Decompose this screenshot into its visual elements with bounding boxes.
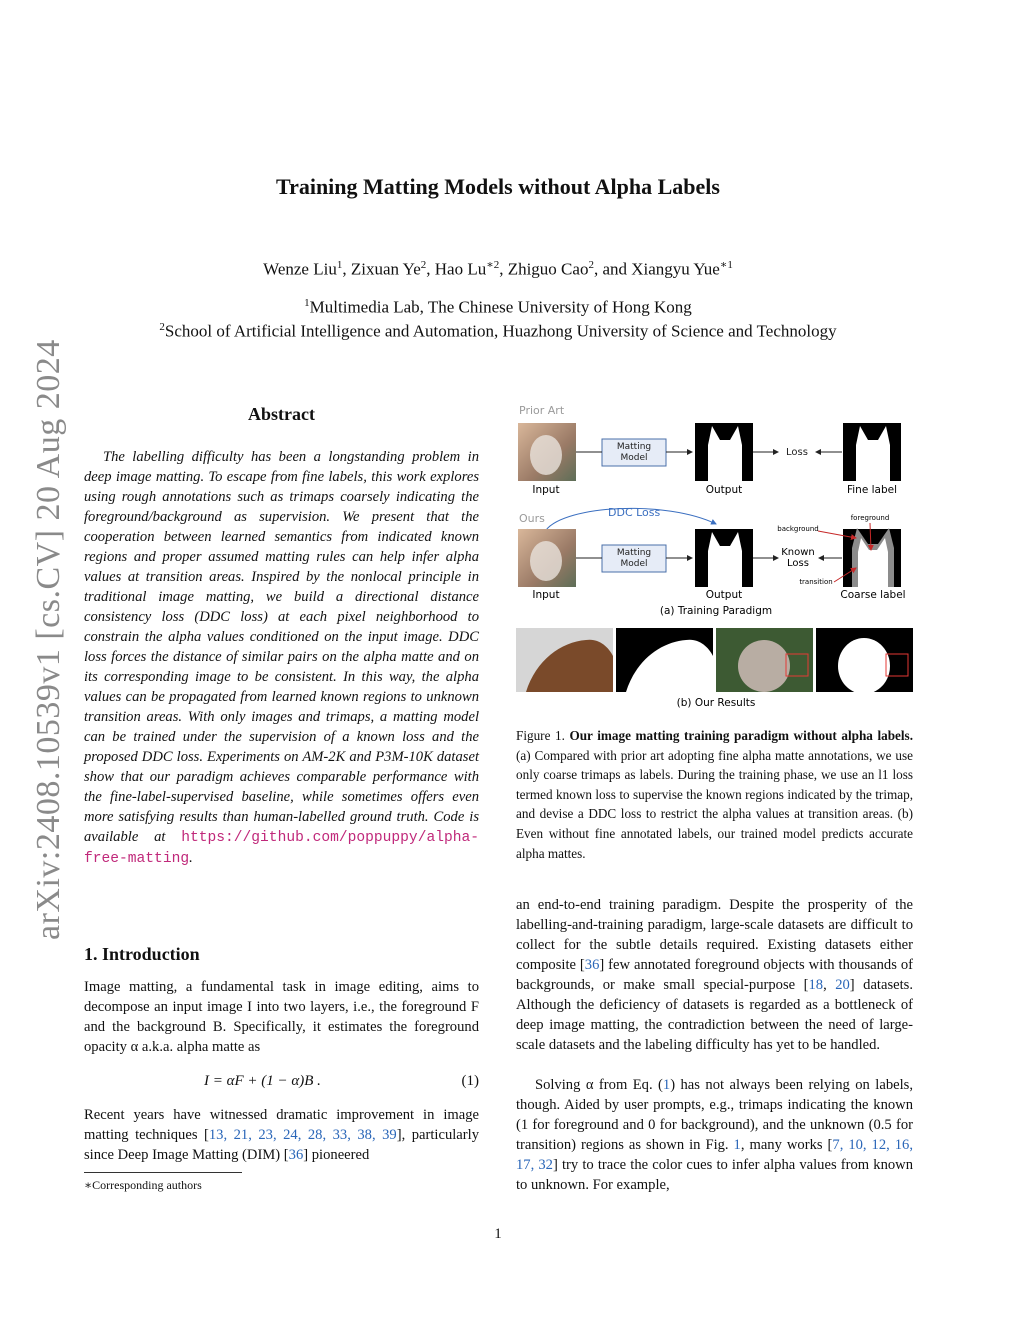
right-paragraph-1: an end-to-end training paradigm. Despite the prosperity of the labelling-and-training paradigm, large-scale datasets are difficult to collect for the subtle details required. Existing datasets either composite [36] few annotated foreground objects with thousands of backgrounds, or make small special-purpose [18, 20] datasets. Although the deficiency of datasets is regarded as a bottleneck of deep image matting, the contradiction between the need of large-scale datasets and the labeling difficulty has yet to be handled. — [516, 897, 913, 1053]
author-separator: , — [499, 259, 508, 279]
prior-art-label: Prior Art — [519, 404, 565, 417]
ours-label: Ours — [519, 512, 545, 525]
author-separator: , — [426, 259, 435, 279]
our-results-label: (b) Our Results — [676, 697, 756, 709]
intro-heading: 1. Introduction — [84, 944, 200, 964]
paper-title: Training Matting Models without Alpha Labels — [276, 174, 720, 199]
author-separator: , — [342, 259, 351, 279]
footnote: ∗Corresponding authors — [84, 1178, 202, 1192]
author-separator: , and — [593, 259, 632, 279]
training-paradigm-label: (a) Training Paradigm — [659, 605, 773, 617]
author-affiliation-mark: ∗1 — [719, 259, 733, 271]
cat-head — [738, 640, 790, 692]
author-name: Zhiguo Cao — [507, 259, 589, 279]
cat-face — [530, 541, 562, 581]
fine-label-caption: Fine label — [846, 484, 898, 496]
output-label-2: Output — [705, 589, 743, 601]
coarse-label-caption: Coarse label — [840, 589, 906, 601]
ddc-loss-label: DDC Loss — [608, 506, 661, 519]
transition-label: transition — [799, 578, 833, 586]
author-name: Zixuan Ye — [350, 259, 421, 279]
background-label: background — [777, 525, 819, 533]
loss-label: Loss — [786, 447, 808, 458]
matting-model-label-1: Matting Model — [616, 442, 652, 463]
intro-paragraph-1: Image matting, a fundamental task in image editing, aims to decompose an input image I into two layers, i.e., the foreground F and the background B. Specifically, it estimates the foreground opacity α a.k.a. alpha matte as — [84, 979, 479, 1055]
input-label-2: Input — [532, 589, 560, 601]
author-name: Hao Lu — [434, 259, 487, 279]
affiliation-1: $^1$Multimedia Lab, The Chinese University of Hong Kong — [304, 297, 692, 317]
output-label-1: Output — [705, 484, 743, 496]
figure-graphic — [516, 400, 914, 715]
matting-model-label-2: Matting Model — [616, 548, 652, 569]
intro-paragraph-2: Recent years have witnessed dramatic improvement in image matting techniques [13, 21, 23, 24, 28, 33, 38, 39], particularly since Deep Image Matting (DIM) [36] pioneered — [84, 1107, 479, 1163]
author-affiliation-mark: 2 — [420, 259, 427, 271]
author-name: Xiangyu Yue — [631, 259, 720, 279]
input-label-1: Input — [532, 484, 560, 496]
author-affiliation-mark: 1 — [336, 259, 343, 271]
figure-caption: Figure 1. Our image matting training paradigm without alpha labels. (a) Compared with prior art adopting fine alpha matte annotations, we use only coarse trimaps as labels. During the training phase, we use an l1 loss termed known loss to supervise the known regions indicated by the trimap, and devise a DDC loss to restrict the alpha values at transition areas. (b) Even without fine annotated labels, our trained model predicts accurate alpha mattes. — [516, 728, 913, 861]
affiliation-2: $^2$School of Artificial Intelligence and Automation, Huazhong University of Science and Technology — [159, 321, 837, 341]
author-affiliation-mark: ∗2 — [486, 259, 500, 271]
foreground-label: foreground — [850, 514, 890, 522]
code-link[interactable]: https://github.com/poppuppy/alpha-free-matting — [84, 830, 479, 867]
figure-1 — [516, 400, 914, 715]
page-number: 1 — [494, 1226, 502, 1242]
author-affiliation-mark: 2 — [588, 259, 594, 271]
abstract-body: The labelling difficulty has been a longstanding problem in deep image matting. To escape from fine labels, this work explores using rough annotations such as trimaps coarsely indicating the foreground/background as supervision. We present that the cooperation between learned semantics from indicated known regions and proper assumed matting rules can help infer alpha values at transition areas. Inspired by the nonlocal principle in traditional image matting, we build a directional distance consistency loss (DDC loss) at each pixel neighborhood to constrain the alpha values conditioned on the input image. DDC loss forces the distance of similar pairs on the alpha matte and on its corresponding image to be consistent. In this way, the alpha values can be propagated from learned known regions to unknown transition areas. With only images and trimaps, a matting model can be trained under the supervision of a known loss and the proposed DDC loss. Experiments on AM-2K and P3M-10K dataset show that our paradigm achieves comparable performance with the fine-label-supervised baseline, while sometimes offers even more satisfying results than human-labelled ground truth. Code is available at https://github.com/poppuppy/alpha-free-matting. — [84, 449, 479, 867]
arxiv-identifier: arXiv:2408.10539v1 [cs.CV] 20 Aug 2024 — [30, 339, 67, 940]
right-paragraph-2: Solving α from Eq. (1) has not always been relying on labels, though. Aided by user prompts, e.g., trimaps indicating the known (1 for foreground and 0 for background), and the unknown (0.5 for transition) regions as shown in Fig. 1, many works [7, 10, 12, 16, 17, 32] try to trace the color cues to infer alpha values from known to unknown. For example, — [516, 1077, 914, 1193]
abstract-heading: Abstract — [248, 404, 315, 424]
cat-face — [530, 435, 562, 475]
author-name: Wenze Liu — [263, 259, 337, 279]
footnote-rule — [84, 1172, 242, 1173]
known-loss-label-1: Known Loss — [781, 547, 815, 569]
cat-matte-shape — [838, 638, 890, 694]
author-list — [0, 258, 996, 280]
